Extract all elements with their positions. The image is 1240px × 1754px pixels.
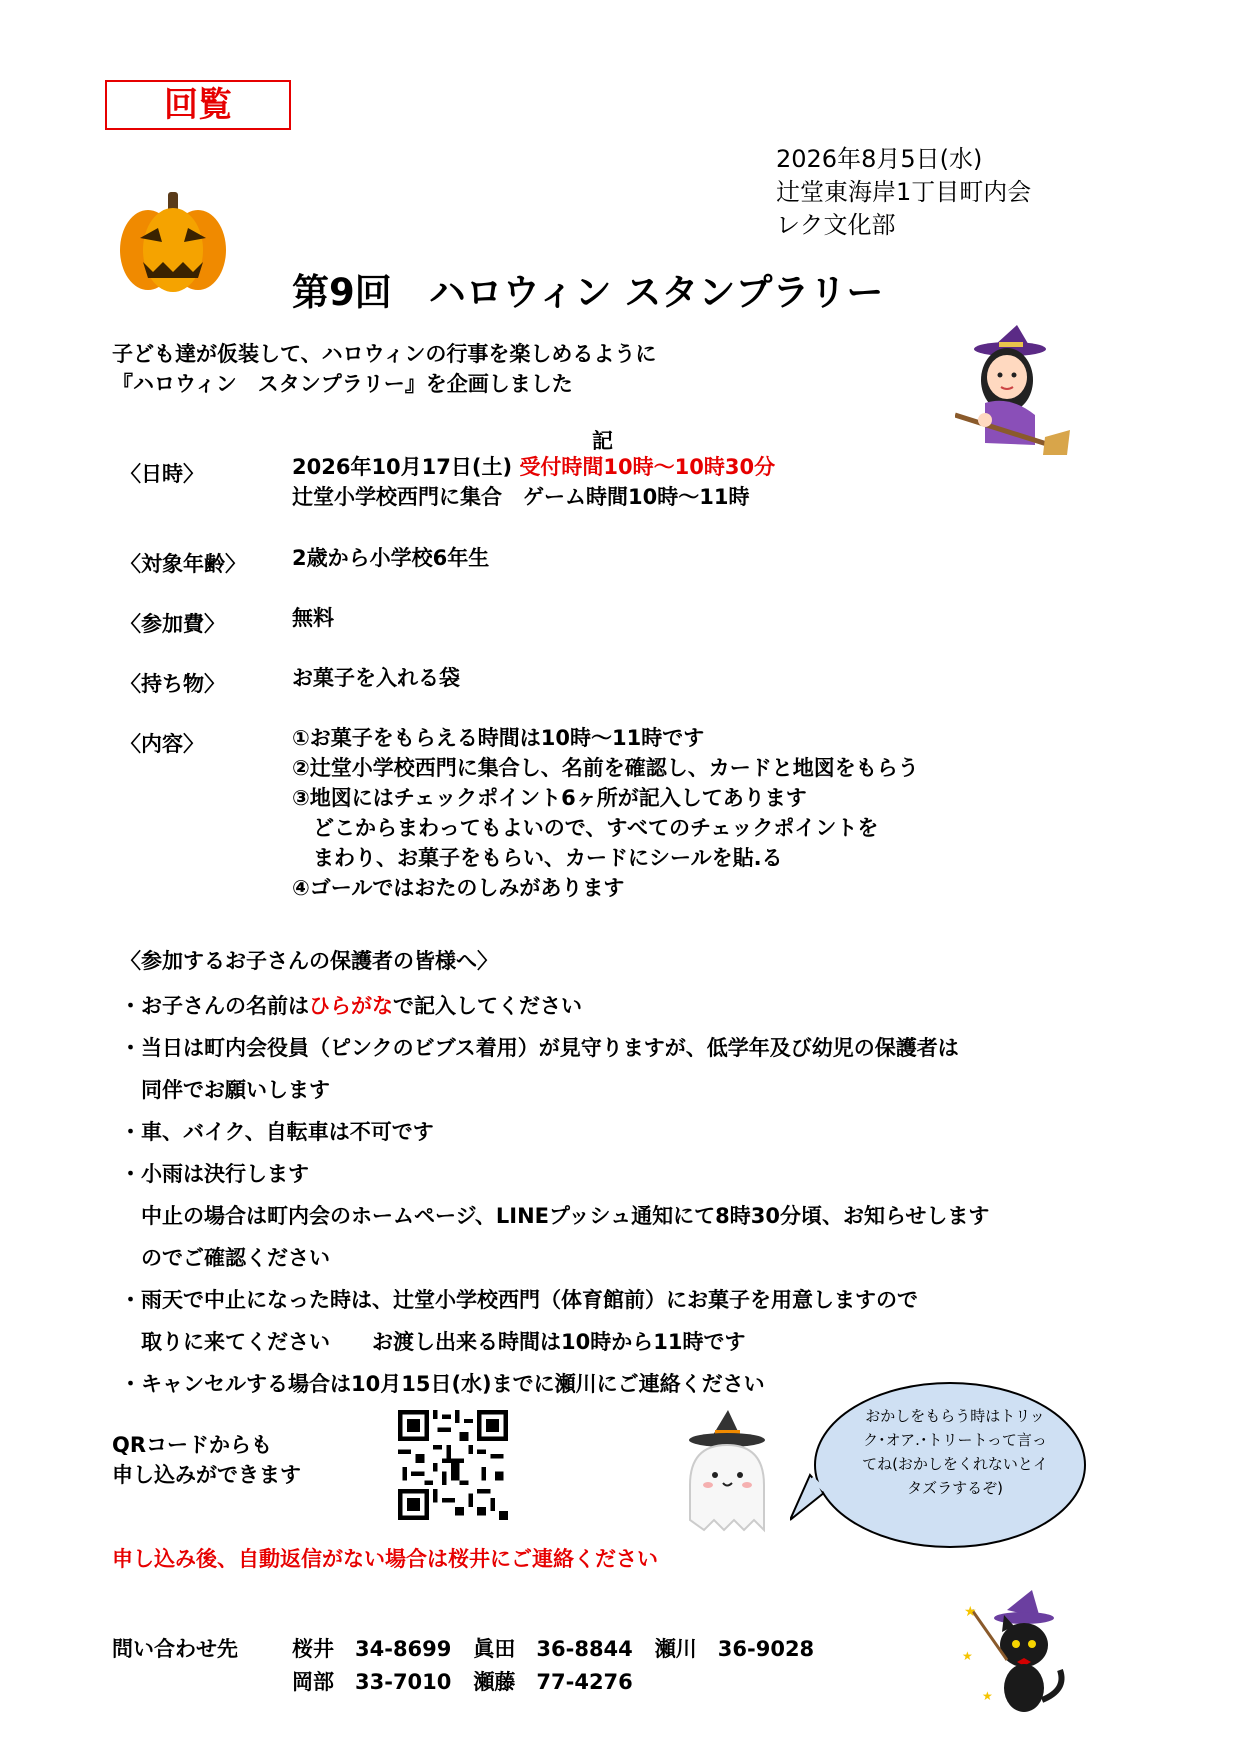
items-value: お菓子を入れる袋 [292, 666, 460, 690]
content-line: どこからまわってもよいので、すべてのチェックポイントを [292, 816, 879, 840]
ki-heading: 記 [592, 429, 613, 453]
content-line: ②辻堂小学校西門に集合し、名前を確認し、カードと地図をもらう [292, 756, 919, 780]
intro-line: 子ども達が仮装して、ハロウィンの行事を楽しめるように [112, 342, 657, 366]
qr-caption: QRコードからも 申し込みができます [112, 1433, 301, 1487]
ghost-witch-hat-icon [680, 1410, 770, 1535]
intro-text [112, 339, 656, 399]
content-line: ③地図にはチェックポイント6ヶ所が記入してあります [292, 786, 807, 810]
note-line: ・お子さんの名前はひらがなで記入してください [120, 994, 582, 1018]
note-line: 取りに来てください お渡し出来る時間は10時から11時です [120, 1330, 746, 1354]
reply-warning: 申し込み後、自動返信がない場合は桜井にご連絡ください [112, 1547, 658, 1571]
items-label: 〈持ち物〉 [120, 672, 225, 696]
note-line: 中止の場合は町内会のホームページ、LINEプッシュ通知にて8時30分頃、お知らせします [120, 1204, 990, 1228]
qr-code[interactable] [398, 1410, 508, 1520]
department: レク文化部 [776, 211, 896, 239]
svg-text:★: ★ [982, 1689, 993, 1703]
datetime-date: 2026年10月17日(土) [292, 455, 520, 479]
issue-date: 2026年8月5日(水) [776, 145, 983, 173]
speech-bubble-text: おかしをもらう時はトリック･オア.･トリートって言ってね(おかしをくれないとイタズラするぞ) [862, 1407, 1048, 1497]
svg-text:★: ★ [962, 1649, 973, 1663]
age-value: 2歳から小学校6年生 [292, 546, 490, 570]
note-line: ・車、バイク、自転車は不可です [120, 1120, 434, 1144]
organization: 辻堂東海岸1丁目町内会 [776, 178, 1032, 206]
contact-entry: 眞田 36-8844 [473, 1637, 633, 1661]
header-info [776, 143, 1031, 242]
contact-list [292, 1633, 836, 1699]
content-line: ①お菓子をもらえる時間は10時〜11時です [292, 726, 705, 750]
hiragana-emphasis: ひらがな [309, 994, 393, 1018]
circulation-stamp: 回覧 [105, 80, 291, 130]
fee-label: 〈参加費〉 [120, 612, 225, 636]
content-label: 〈内容〉 [120, 732, 204, 756]
intro-line: 『ハロウィン スタンプラリー』を企画しました [112, 372, 573, 396]
note-line: ・キャンセルする場合は10月15日(水)までに瀬川にご連絡ください [120, 1372, 765, 1396]
contact-entry: 岡部 33-7010 [292, 1670, 452, 1694]
contact-entry: 瀬藤 77-4276 [473, 1670, 633, 1694]
note-line: ・当日は町内会役員（ピンクのビブス着用）が見守りますが、低学年及び幼児の保護者は [120, 1036, 959, 1060]
note-line: ・小雨は決行します [120, 1162, 309, 1186]
note-line: 同伴でお願いします [120, 1078, 330, 1102]
datetime-place: 辻堂小学校西門に集合 ゲーム時間10時〜11時 [292, 485, 750, 509]
age-label: 〈対象年齢〉 [120, 552, 246, 576]
contact-label: 問い合わせ先 [112, 1637, 238, 1661]
page-title: 第9回 ハロウィン スタンプラリー [292, 271, 884, 314]
content-list [292, 723, 919, 903]
jack-o-lantern-icon [118, 190, 228, 295]
notes-heading: 〈参加するお子さんの保護者の皆様へ〉 [120, 949, 498, 973]
witch-on-broom-icon [955, 325, 1070, 475]
note-line: のでご確認ください [120, 1246, 330, 1270]
datetime-value [292, 452, 775, 512]
reception-time: 受付時間10時〜10時30分 [519, 455, 776, 479]
datetime-label: 〈日時〉 [120, 462, 204, 486]
note-line: ・雨天で中止になった時は、辻堂小学校西門（体育館前）にお菓子を用意しますので [120, 1288, 918, 1312]
fee-value: 無料 [292, 606, 334, 630]
black-cat-witch-icon [962, 1590, 1072, 1720]
contact-row [292, 1666, 836, 1699]
content-line: ④ゴールではおたのしみがあります [292, 876, 625, 900]
svg-text:★: ★ [964, 1604, 977, 1620]
content-line: まわり、お菓子をもらい、カードにシールを貼.る [292, 846, 783, 870]
notes-list [120, 985, 989, 1405]
contact-entry: 瀬川 36-9028 [654, 1637, 815, 1661]
contact-row [292, 1633, 836, 1666]
contact-entry: 桜井 34-8699 [292, 1637, 452, 1661]
